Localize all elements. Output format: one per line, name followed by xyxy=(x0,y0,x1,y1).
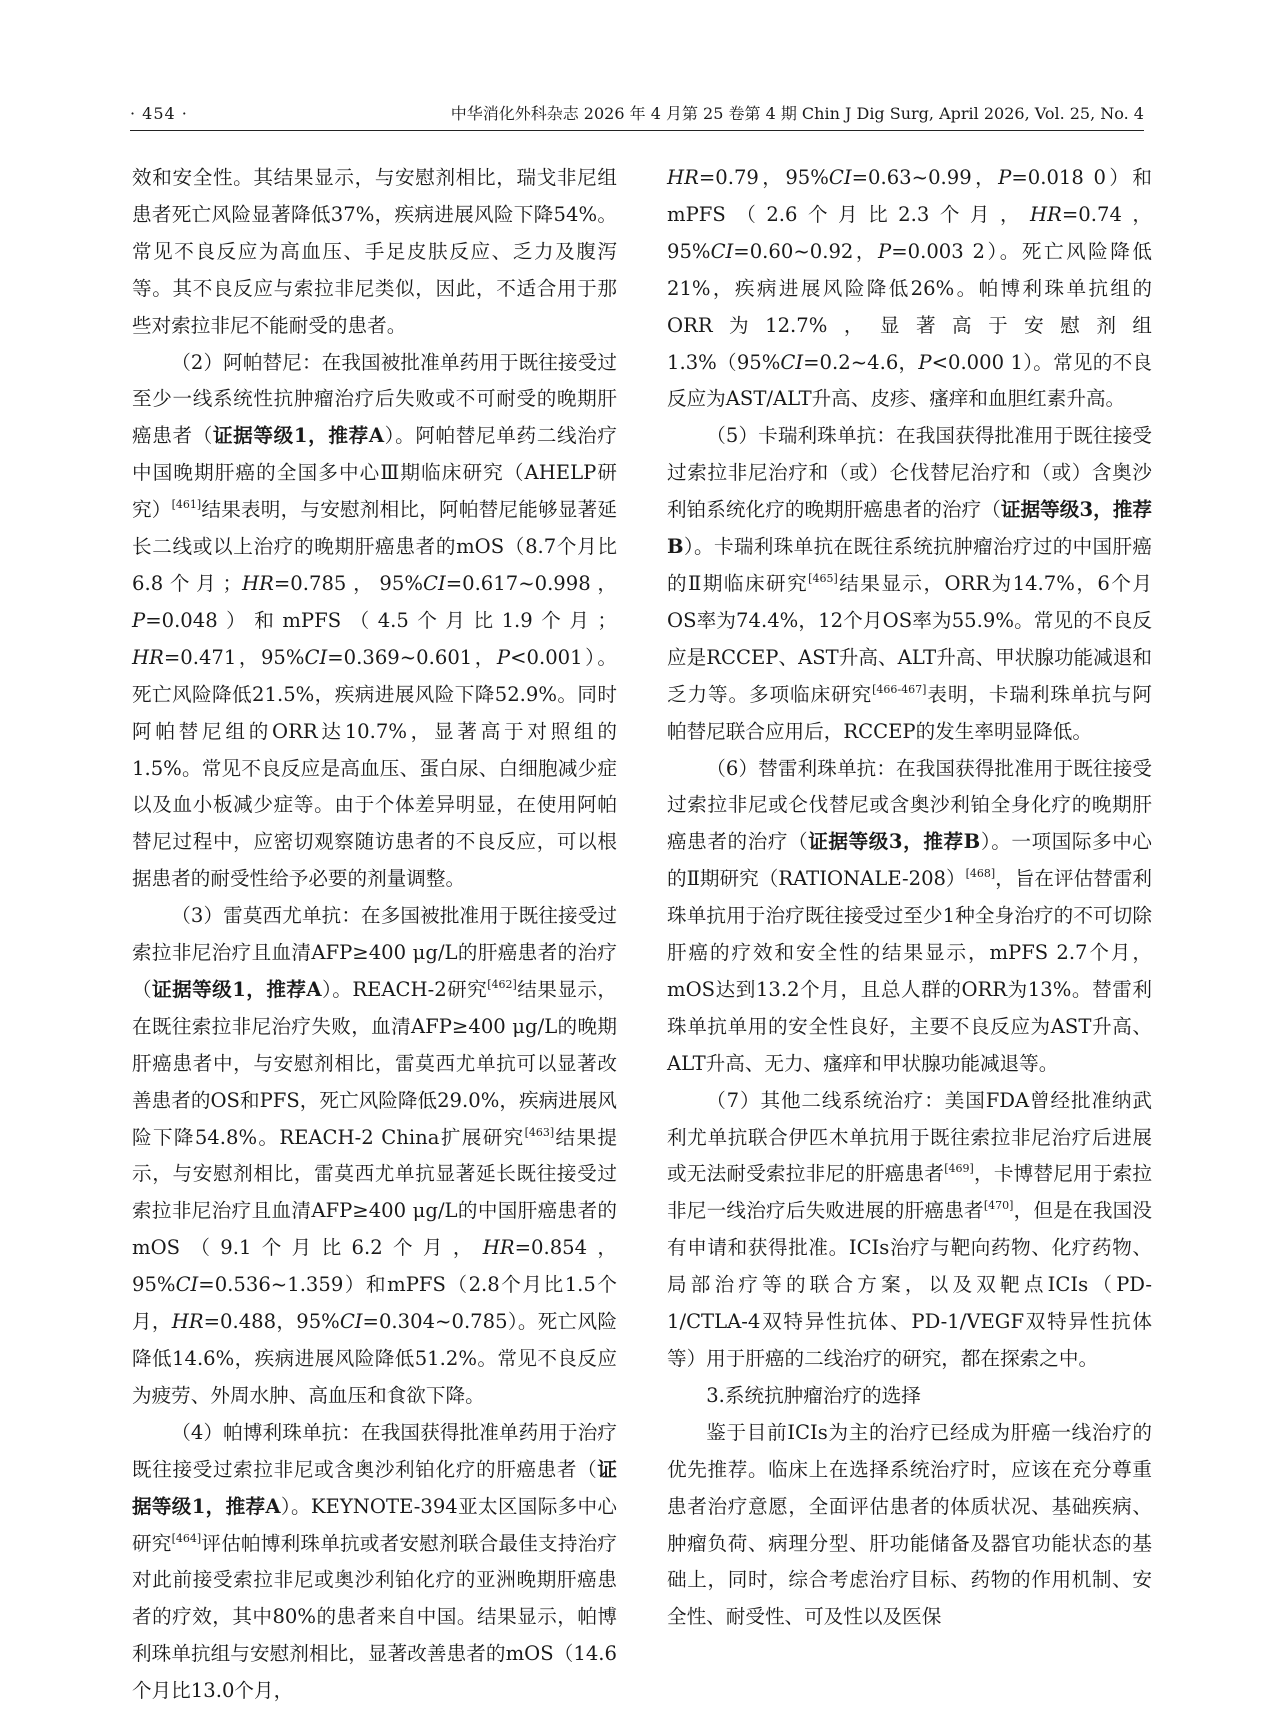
citation-ref: [470] xyxy=(983,1199,1014,1213)
citation-ref: [461] xyxy=(171,498,202,512)
paragraph-pembrolizumab-continued: HR=0.79，95%CI=0.63~0.99，P=0.018 0）和mPFS（2.6个月比2.3个月，HR=0.74，95%CI=0.60~0.92，P=0.003 2）。死亡风险降低21%，疾病进展风险降低26%。帕博利珠单抗组的ORR为12.7%，显著高于安慰剂组1.3%（95%CI=0.2~4.6，P<0.000 1）。常见的不良反应为AST/ALT升高、皮疹、瘙痒和血胆红素升高。 xyxy=(667,166,1153,411)
citation-ref: [465] xyxy=(808,571,838,585)
paragraph-regorafenib-continued: 效和安全性。其结果显示，与安慰剂相比，瑞戈非尼组患者死亡风险显著降低37%，疾病进展风险下降54%。常见不良反应为高血压、手足皮肤反应、乏力及腹泻等。其不良反应与索拉非尼类似，因此，不适合用于那些对索拉非尼不能耐受的患者。 xyxy=(132,166,617,337)
evidence-level: 证据等级3，推荐B xyxy=(667,498,1153,559)
paragraph-tislelizumab: （6）替雷利珠单抗：在我国获得批准用于既往接受过索拉非尼或仑伐替尼或含奥沙利铂全身化疗的晚期肝癌患者的治疗（证据等级3，推荐B）。一项国际多中心的Ⅱ期研究（RATIONALE-208）[468]，旨在评估替雷利珠单抗用于治疗既往接受过至少1种全身治疗的不可切除肝癌的疗效和安全性的结果显示，mPFS 2.7个月，mOS达到13.2个月，且总人群的ORR为13%。替雷利珠单抗单用的安全性良好，主要不良反应为AST升高、ALT升高、无力、瘙痒和甲状腺功能减退等。 xyxy=(667,756,1153,1075)
paragraph-camrelizumab: （5）卡瑞利珠单抗：在我国获得批准用于既往接受过索拉非尼治疗和（或）仑伐替尼治疗和（或）含奥沙利铂系统化疗的晚期肝癌患者的治疗（证据等级3，推荐B）。卡瑞利珠单抗在既往系统抗肿瘤治疗过的中国肝癌的Ⅱ期临床研究[465]结果显示，ORR为14.7%，6个月OS率为74.4%，12个月OS率为55.9%。常见的不良反应是RCCEP、AST升高、ALT升高、甲状腺功能减退和乏力等。多项临床研究[466-467]表明，卡瑞利珠单抗与阿帕替尼联合应用后，RCCEP的发生率明显降低。 xyxy=(667,424,1153,743)
citation-ref: [466-467] xyxy=(872,682,927,696)
paragraph-treatment-selection: 鉴于目前ICIs为主的治疗已经成为肝癌一线治疗的优先推荐。临床上在选择系统治疗时，应该在充分尊重患者治疗意愿，全面评估患者的体质状况、基础疾病、肿瘤负荷、病理分型、肝功能储备及器官功能状态的基础上，同时，综合考虑治疗目标、药物的作用机制、安全性、耐受性、可及性以及医保 xyxy=(667,1420,1152,1629)
evidence-level: 证据等级3，推荐B xyxy=(808,830,981,854)
citation-ref: [464] xyxy=(171,1531,202,1545)
paragraph-other-second-line: （7）其他二线系统治疗：美国FDA曾经批准纳武利尤单抗联合伊匹木单抗用于既往索拉非尼治疗后进展或无法耐受索拉非尼的肝癌患者[469]，卡博替尼用于索拉非尼一线治疗后失败进展的肝癌患者[470]，但是在我国没有申请和获得批准。ICIs治疗与靶向药物、化疗药物、局部治疗等的联合方案，以及双靶点ICIs（PD-1/CTLA-4双特异性抗体、PD-1/VEGF双特异性抗体等）用于肝癌的二线治疗的研究，都在探索之中。 xyxy=(667,1088,1153,1370)
citation-ref: [469] xyxy=(944,1162,974,1176)
citation-ref: [468] xyxy=(965,867,996,881)
citation-ref: [463] xyxy=(524,1125,555,1139)
page-number: · 454 · xyxy=(130,104,188,123)
paragraph-ramucirumab: （3）雷莫西尤单抗：在多国被批准用于既往接受过索拉非尼治疗且血清AFP≥400 μg/L的肝癌患者的治疗（证据等级1，推荐A）。REACH-2研究[462]结果显示，在既往索拉非尼治疗失败，血清AFP≥400 μg/L的晚期肝癌患者中，与安慰剂相比，雷莫西尤单抗可以显著改善患者的OS和PFS，死亡风险降低29.0%，疾病进展风险下降54.8%。REACH-2 China扩展研究[463]结果提示，与安慰剂相比，雷莫西尤单抗显著延长既往接受过索拉非尼治疗且血清AFP≥400 μg/L的中国肝癌患者的mOS（9.1个月比6.2个月，HR=0.854，95%CI=0.536~1.359）和mPFS（2.8个月比1.5个月，HR=0.488，95%CI=0.304~0.785）。死亡风险降低14.6%，疾病进展风险降低51.2%。常见不良反应为疲劳、外周水肿、高血压和食欲下降。 xyxy=(132,904,618,1407)
evidence-level: 证据等级1，推荐A xyxy=(152,977,322,1001)
evidence-level: 证据等级1，推荐A xyxy=(132,1457,617,1518)
journal-citation: 中华消化外科杂志 2026 年 4 月第 25 卷第 4 期 Chin J Dig Surg, April 2026, Vol. 25, No. 4 xyxy=(450,104,1144,123)
section-heading: 3.系统抗肿瘤治疗的选择 xyxy=(706,1383,921,1407)
paragraph-apatinib: （2）阿帕替尼：在我国被批准单药用于既往接受过至少一线系统性抗肿瘤治疗后失败或不可耐受的晚期肝癌患者（证据等级1，推荐A）。阿帕替尼单药二线治疗中国晚期肝癌的全国多中心Ⅲ期临床研究（AHELP研究）[461]结果表明，与安慰剂相比，阿帕替尼能够显著延长二线或以上治疗的晚期肝癌患者的mOS（8.7个月比6.8个月；HR=0.785，95%CI=0.617~0.998，P=0.048）和mPFS（4.5个月比1.9个月；HR=0.471，95%CI=0.369~0.601，P<0.001）。死亡风险降低21.5%，疾病进展风险下降52.9%。同时阿帕替尼组的ORR达10.7%，显著高于对照组的1.5%。常见不良反应是高血压、蛋白尿、白细胞减少症以及血小板减少症等。由于个体差异明显，在使用阿帕替尼过程中，应密切观察随访患者的不良反应，可以根据患者的耐受性给予必要的剂量调整。 xyxy=(132,350,618,891)
paragraph-pembrolizumab: （4）帕博利珠单抗：在我国获得批准单药用于治疗既往接受过索拉非尼或含奥沙利铂化疗的肝癌患者（证据等级1，推荐A）。KEYNOTE-394亚太区国际多中心研究[464]评估帕博利珠单抗或者安慰剂联合最佳支持治疗对此前接受索拉非尼或奥沙利铂化疗的亚洲晚期肝癌患者的疗效，其中80%的患者来自中国。结果显示，帕博利珠单抗组与安慰剂相比，显著改善患者的mOS（14.6个月比13.0个月， xyxy=(132,1420,618,1703)
left-column xyxy=(132,160,617,1710)
evidence-level: 证据等级1，推荐A xyxy=(212,424,385,448)
citation-ref: [462] xyxy=(487,977,517,991)
right-column xyxy=(667,160,1152,1636)
page-header xyxy=(130,102,1144,131)
